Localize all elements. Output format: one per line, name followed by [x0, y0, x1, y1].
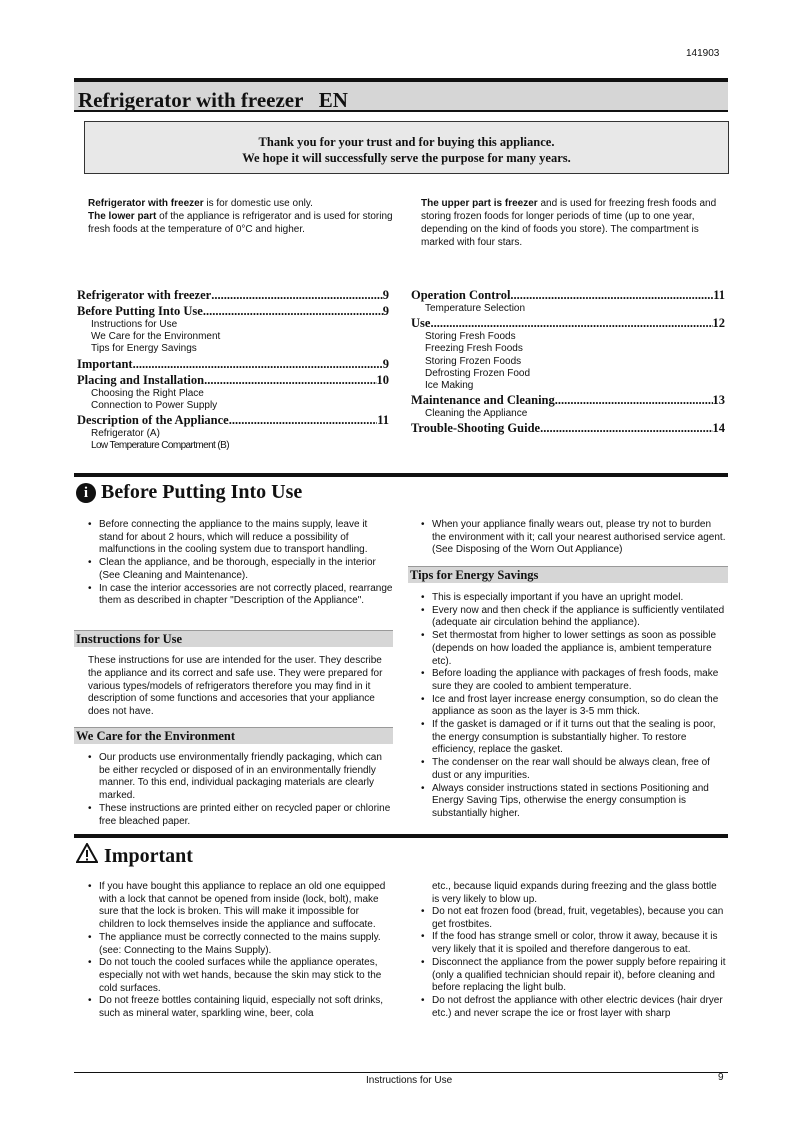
intro-bold-term: The upper part is freezer — [421, 198, 538, 209]
list-item: • Do not defrost the appliance with other electric devices (hair dryer etc.) and never scrape the ice or frost layer with sharp — [420, 995, 726, 1020]
before-heading — [76, 481, 302, 504]
instructions-text: These instructions for use are intended for the user. They describe the appliance and its correct and safe use. They were prepared for various types/models of refrigerators therefore you may find in it description of some functions and accesories that your appliance does not have. — [88, 655, 383, 718]
toc-subentry: Freezing Fresh Foods — [425, 343, 523, 355]
list-item: • Do not eat frozen food (bread, fruit, vegetables), because you can get frostbites. — [420, 906, 726, 931]
list-item: • If you have bought this appliance to replace an old one equipped with a lock that cannot be opened from inside (lock, bolt), make sure that the lock is broken. This will make it impossible for children to lock themselves inside the appliance and suffocate. — [87, 881, 393, 932]
thank-you-box — [84, 121, 729, 174]
important-bullets-right — [420, 906, 726, 1020]
list-item: • When your appliance finally wears out, please try not to burden the environment with it; call your nearest authorised service agent. (See Disposing of the Worn Out Appliance) — [420, 519, 726, 557]
page-title: Refrigerator with freezer EN — [78, 88, 348, 112]
page-number: 9 — [718, 1072, 724, 1083]
toc-entry-title: Placing and Installation — [77, 372, 205, 387]
toc-subentry: Defrosting Frozen Food — [425, 367, 531, 379]
toc-entry-page: 14 — [712, 421, 725, 436]
page-title-bar — [74, 78, 728, 112]
intro-text: and is used for freezing fresh foods and storing frozen foods for longer periods of time (up to one year, depending on the kind of foods you store). The compartment is marked with four stars. — [421, 198, 717, 248]
toc-leader-dots — [510, 287, 713, 303]
warning-icon — [76, 843, 98, 869]
footer-label: Instructions for Use — [366, 1075, 453, 1086]
toc-entry — [411, 315, 725, 331]
toc-subentry: Connection to Power Supply — [91, 399, 218, 411]
toc-subentry: Instructions for Use — [91, 319, 178, 330]
list-item: • The appliance must be correctly connected to the mains supply. (see: Connecting to the Mains Supply). — [87, 932, 393, 957]
important-heading-text: Important — [104, 844, 193, 867]
toc-entry-title: Operation Control — [411, 288, 511, 302]
toc-entry-page: 11 — [377, 413, 389, 428]
toc-subentry: Low Temperature Compartment (B) — [91, 440, 229, 452]
toc-entry-page: 12 — [712, 316, 725, 331]
list-item: • Before connecting the appliance to the mains supply, leave it stand for about 2 hours, which will reduce a possibility of malfunctions in the cooling system due to transport handling. — [87, 519, 393, 557]
toc-leader-dots — [203, 303, 383, 319]
document-number: 141903 — [686, 48, 720, 59]
toc-subentry: Tips for Energy Savings — [91, 343, 197, 355]
toc-right-column — [411, 287, 725, 436]
toc-entry-page: 9 — [382, 304, 389, 318]
list-item: • Before loading the appliance with packages of fresh foods, make sure they are cooled to ambient temperature. — [420, 668, 726, 693]
list-item: • This is especially important if you have an upright model. — [420, 592, 726, 605]
toc-subentry: Cleaning the Appliance — [425, 408, 528, 420]
thank-you-line-1: Thank you for your trust and for buying this appliance. — [258, 135, 555, 149]
toc-leader-dots — [204, 372, 376, 388]
toc-leader-dots — [229, 412, 377, 428]
toc-entry-page: 10 — [376, 372, 389, 387]
toc-leader-dots — [540, 420, 712, 436]
toc-entry — [77, 356, 389, 372]
toc-entry — [77, 287, 389, 303]
list-item: • These instructions are printed either on recycled paper or chlorine free bleached paper. — [87, 803, 393, 828]
list-item: • In case the interior accessories are not correctly placed, rearrange them as described in chapter "Description of the Appliance". — [87, 583, 393, 608]
toc-entry-title: Before Putting Into Use — [77, 304, 203, 318]
footer-rule — [74, 1072, 728, 1073]
toc-entry-title: Refrigerator with freezer — [77, 288, 212, 302]
important-bullets-left — [87, 881, 393, 1021]
toc-entry-page: 11 — [713, 288, 725, 302]
toc-leader-dots — [430, 315, 712, 331]
important-heading — [76, 843, 193, 869]
list-item: • Set thermostat from higher to lower settings as soon as possible (depends on how loaded the appliance is, ambient temperature etc). — [420, 630, 726, 668]
energy-heading: Tips for Energy Savings — [408, 566, 728, 583]
list-item: • Disconnect the appliance from the power supply before repairing it (only a qualified technician should repair it), before cleaning and before replacing the light bulb. — [420, 957, 726, 995]
environment-heading: We Care for the Environment — [74, 727, 393, 744]
list-item: • If the gasket is damaged or if it turns out that the sealing is poor, the energy consumption is substantially higher. To restore efficiency, replace the gasket. — [420, 719, 726, 757]
toc-entry — [411, 287, 725, 303]
toc-entry — [77, 303, 389, 319]
important-continuation: etc., because liquid expands during freezing and the glass bottle is very likely to blow up. — [432, 881, 717, 905]
toc-entry-title: Important — [77, 356, 133, 371]
list-item: • The condenser on the rear wall should be always clean, free of dust or any impurities. — [420, 757, 726, 782]
toc-entry-page: 9 — [382, 356, 389, 371]
list-item: • Do not freeze bottles containing liquid, especially not soft drinks, such as mineral water, sparkling wine, beer, cola — [87, 995, 393, 1020]
toc-leader-dots — [211, 287, 383, 303]
toc-subentry: Refrigerator (A) — [91, 428, 160, 440]
list-item: • Every now and then check if the appliance is sufficiently ventilated (adequate air circulation behind the appliance). — [420, 605, 726, 630]
intro-text: is for domestic use only. — [203, 198, 313, 209]
toc-subentry: Choosing the Right Place — [91, 387, 204, 399]
toc-entry — [411, 392, 725, 408]
toc-entry-title: Trouble-Shooting Guide — [411, 421, 541, 436]
toc-entry-title: Maintenance and Cleaning — [411, 393, 555, 408]
intro-bold-term: Refrigerator with freezer — [88, 198, 204, 209]
toc-entry — [411, 420, 725, 436]
toc-subentry: We Care for the Environment — [91, 331, 221, 343]
toc-subentry: Storing Frozen Foods — [425, 355, 522, 367]
list-item: • Ice and frost layer increase energy consumption, so do clean the appliance as soon as the layer is 3-5 mm thick. — [420, 694, 726, 719]
toc-entry-title: Use — [411, 316, 431, 331]
list-item: • If the food has strange smell or color, throw it away, because it is very likely that it is spoiled and therefore dangerous to eat. — [420, 931, 726, 956]
toc-leader-dots — [133, 356, 383, 372]
intro-left — [88, 197, 393, 236]
intro-text: of the appliance is refrigerator and is used for storing fresh foods at the temperature of 0°C and higher. — [88, 211, 393, 235]
list-item: • Do not touch the cooled surfaces while the appliance operates, especially not with wet hands, because the skin may stick to the cold surfaces. — [87, 957, 393, 995]
before-bullets-right — [420, 519, 726, 557]
intro-right — [421, 197, 726, 249]
list-item: • Clean the appliance, and be thorough, especially in the interior (See Cleaning and Maintenance). — [87, 557, 393, 582]
toc-subentry: Temperature Selection — [425, 303, 526, 314]
before-bullets-left — [87, 519, 393, 608]
toc-entry — [77, 412, 389, 428]
toc-subentry: Ice Making — [425, 380, 474, 392]
toc-leader-dots — [555, 392, 713, 408]
before-heading-text: Before Putting Into Use — [101, 481, 303, 503]
toc-entry — [77, 372, 389, 388]
toc-entry-page: 13 — [712, 393, 725, 408]
environment-bullets — [87, 752, 393, 828]
energy-bullets — [420, 592, 726, 821]
toc-left-column — [77, 287, 389, 452]
toc-entry-page: 9 — [382, 288, 389, 302]
list-item: • Our products use environmentally friendly packaging, which can be either recycled or disposed of in an environmentally friendly manner. To this end, individual packaging materials are clearly marked. — [87, 752, 393, 803]
section-rule — [74, 834, 728, 838]
toc-entry-title: Description of the Appliance — [77, 413, 229, 428]
section-rule — [74, 473, 728, 477]
instructions-heading: Instructions for Use — [74, 630, 393, 647]
intro-bold-term: The lower part — [88, 211, 157, 222]
thank-you-line-2: We hope it will successfully serve the purpose for many years. — [242, 151, 571, 165]
list-item: • Always consider instructions stated in sections Positioning and Energy Saving Tips, otherwise the energy consumption is substantially higher. — [420, 783, 726, 821]
toc-subentry: Storing Fresh Foods — [425, 331, 516, 343]
info-icon: i — [76, 483, 96, 503]
